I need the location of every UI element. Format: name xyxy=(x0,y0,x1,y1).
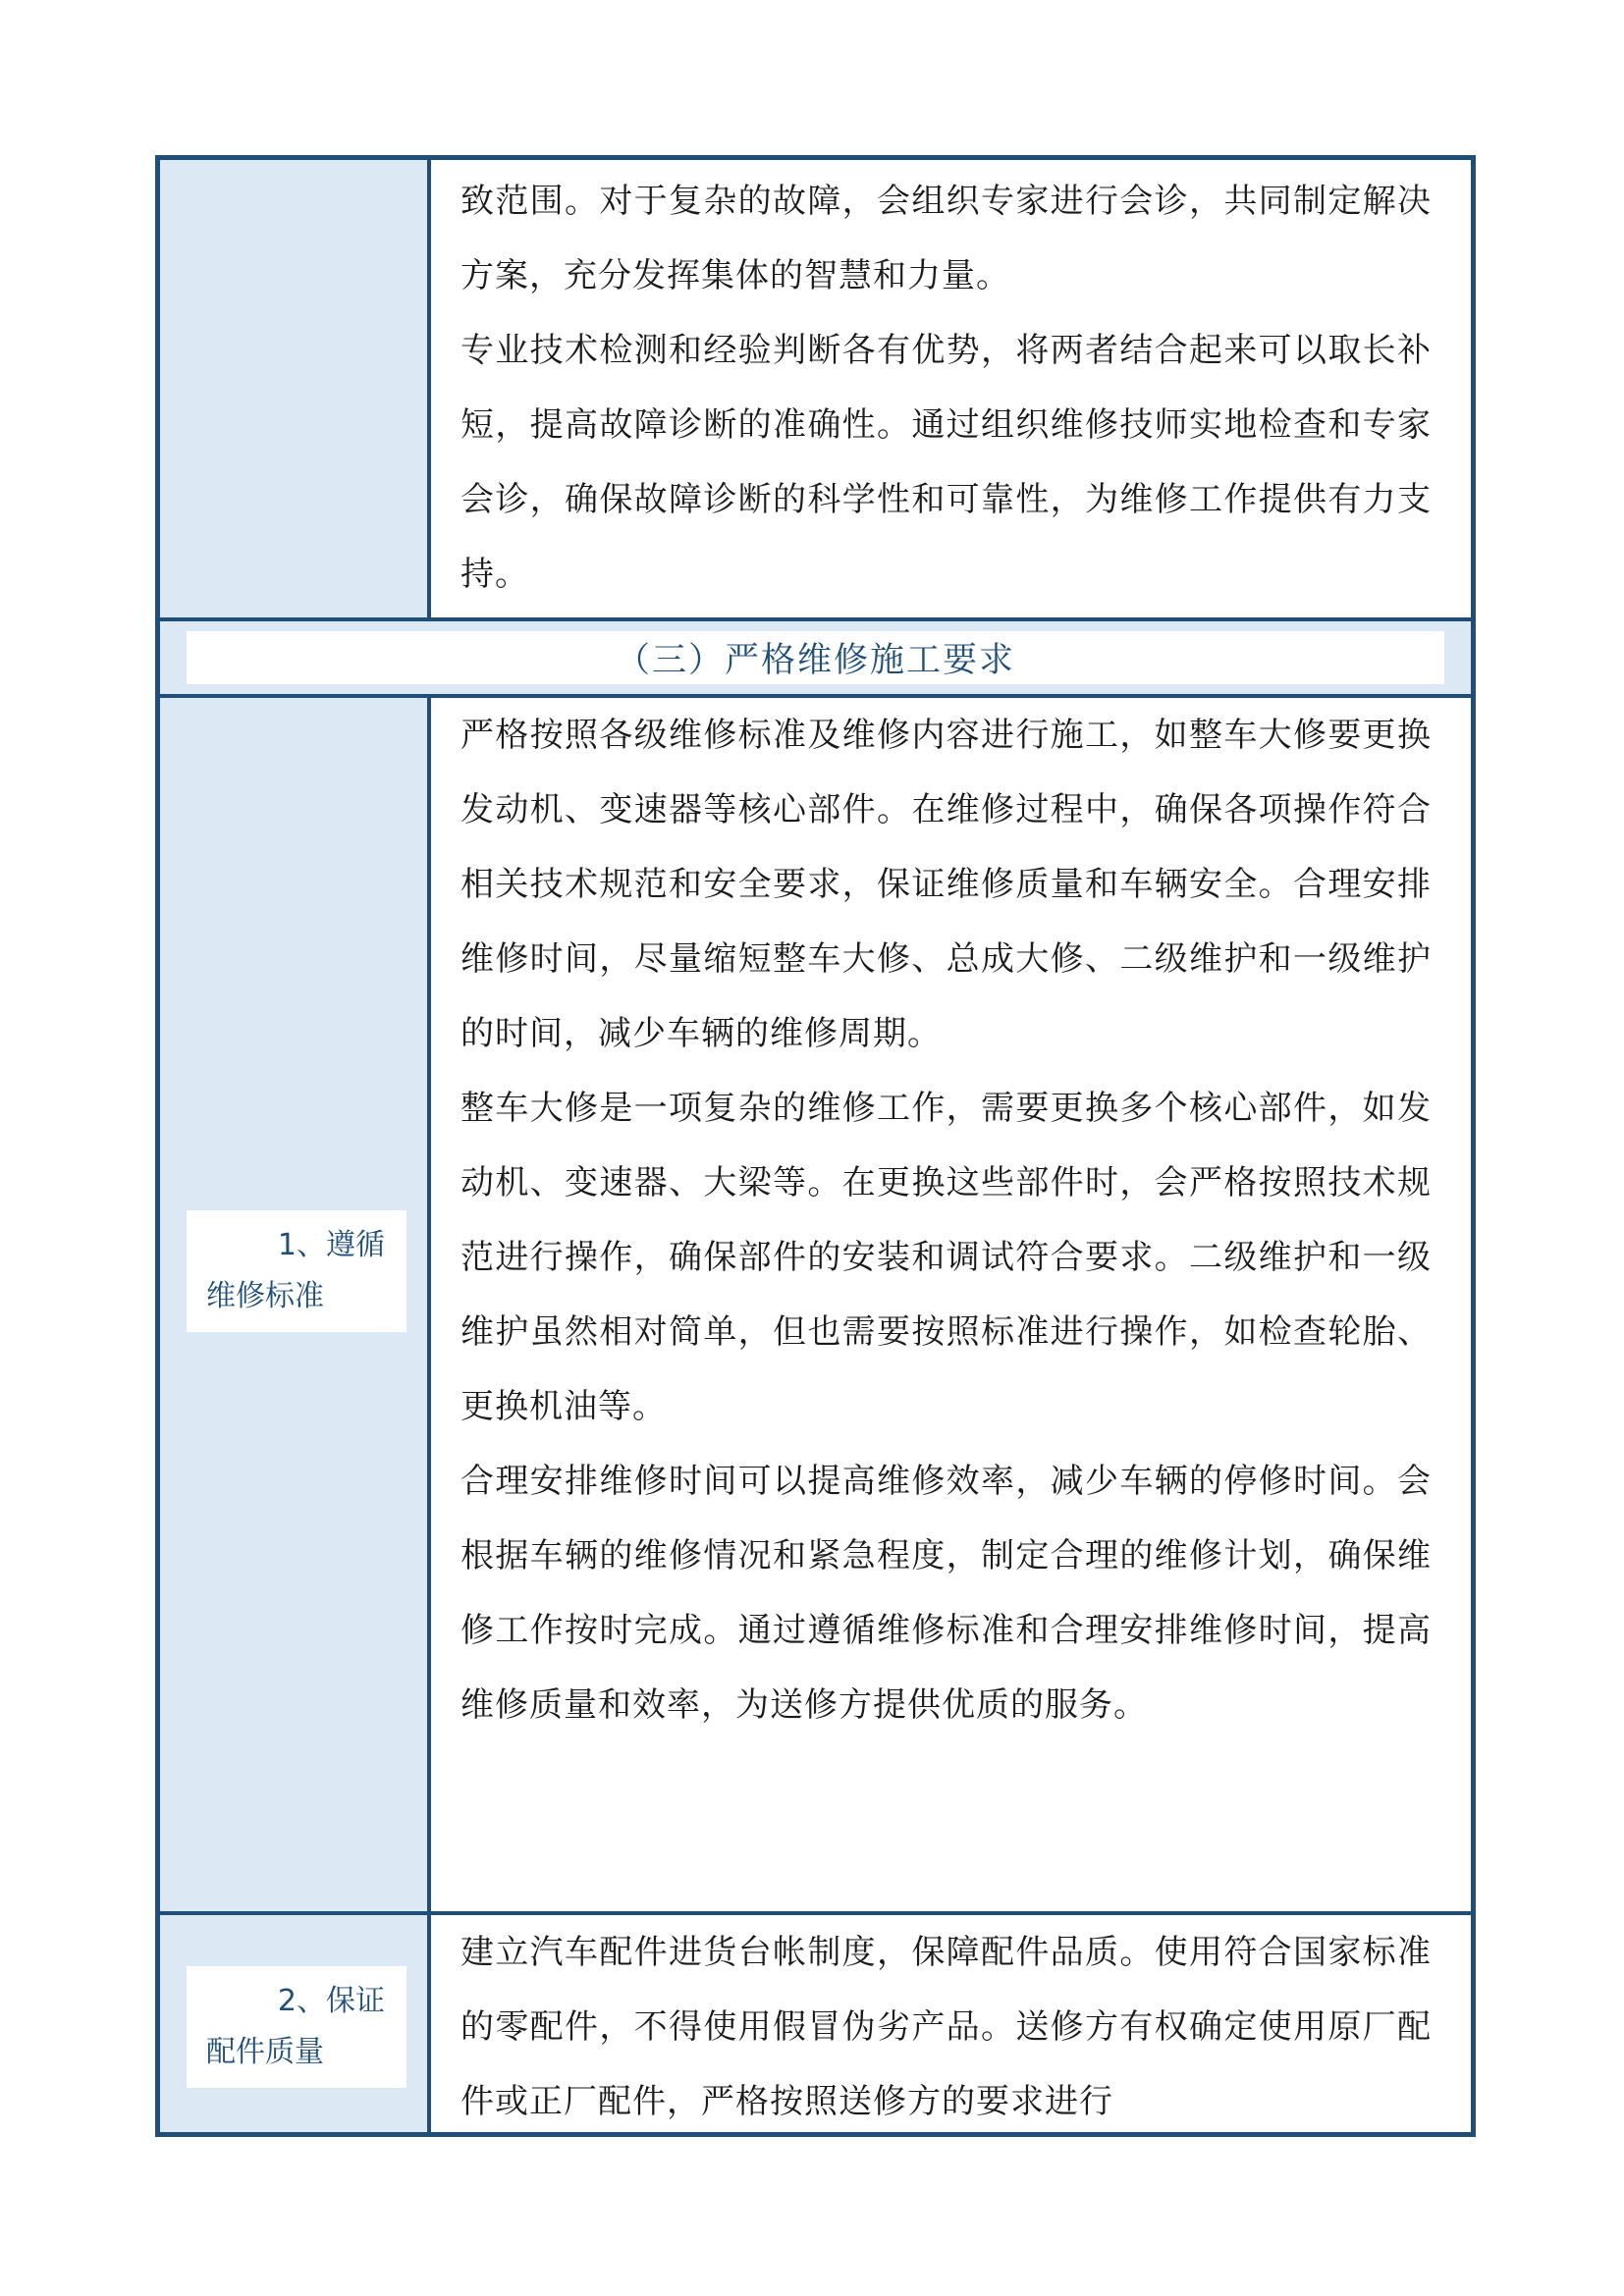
row-content-cell xyxy=(431,1915,1471,2132)
row-label-line1: 2、保证 xyxy=(277,1984,385,2018)
table-row-continuation xyxy=(160,160,1471,617)
table-row-maintenance-standard xyxy=(160,698,1471,2065)
paragraph: 严格按照各级维修标准及维修内容进行施工，如整车大修要更换发动机、变速器等核心部件。在维修过程中，确保各项操作符合相关技术规范和安全要求，保证维修质量和车辆安全。合理安排维修时间，尽量缩短整车大修、总成大修、二级维护和一级维护的时间，减少车辆的维修周期。 xyxy=(460,716,1432,1053)
paragraph: 合理安排维修时间可以提高维修效率，减少车辆的停修时间。会根据车辆的维修情况和紧急程度，制定合理的维修计划，确保维修工作按时完成。通过遵循维修标准和合理安排维修时间，提高维修质量和效率，为送修方提供优质的服务。 xyxy=(460,1462,1432,1725)
row-content-cell xyxy=(431,160,1471,617)
row-label-line2: 配件质量 xyxy=(206,2035,324,2069)
paragraph: 整车大修是一项复杂的维修工作，需要更换多个核心部件，如发动机、变速器、大梁等。在更换这些部件时，会严格按照技术规范进行操作，确保部件的安装和调试符合要求。二级维护和一级维护虽然相对简单，但也需要按照标准进行操作，如检查轮胎、更换机油等。 xyxy=(460,1089,1432,1426)
row-label-line1: 1、遵循 xyxy=(277,1228,385,1262)
row-label-cell-empty xyxy=(160,160,431,617)
row-label-box xyxy=(187,1966,406,2088)
row-label-cell xyxy=(160,1915,431,2132)
row-label xyxy=(206,1976,397,2078)
section-heading-box xyxy=(187,631,1444,684)
row-label-cell xyxy=(160,698,431,2065)
section-heading-row xyxy=(160,621,1471,694)
paragraph: 专业技术检测和经验判断各有优势，将两者结合起来可以取长补短，提高故障诊断的准确性。通过组织维修技师实地检查和专家会诊，确保故障诊断的科学性和可靠性，为维修工作提供有力支持。 xyxy=(460,331,1432,594)
row-label-box xyxy=(187,1210,406,1332)
paragraph: 建立汽车配件进货台帐制度，保障配件品质。使用符合国家标准的零配件，不得使用假冒伪劣产品。送修方有权确定使用原厂配件或正厂配件，严格按照送修方的要求进行 xyxy=(460,1933,1432,2121)
row-content-cell xyxy=(431,698,1471,2065)
table-row-parts-quality xyxy=(160,1915,1471,2132)
section-title: （三）严格维修施工要求 xyxy=(615,641,1015,680)
row-label-line2: 维修标准 xyxy=(206,1279,324,1313)
row-label xyxy=(206,1220,397,1322)
paragraph: 致范围。对于复杂的故障，会组织专家进行会诊，共同制定解决方案，充分发挥集体的智慧和力量。 xyxy=(460,182,1432,295)
document-table xyxy=(155,155,1476,2137)
